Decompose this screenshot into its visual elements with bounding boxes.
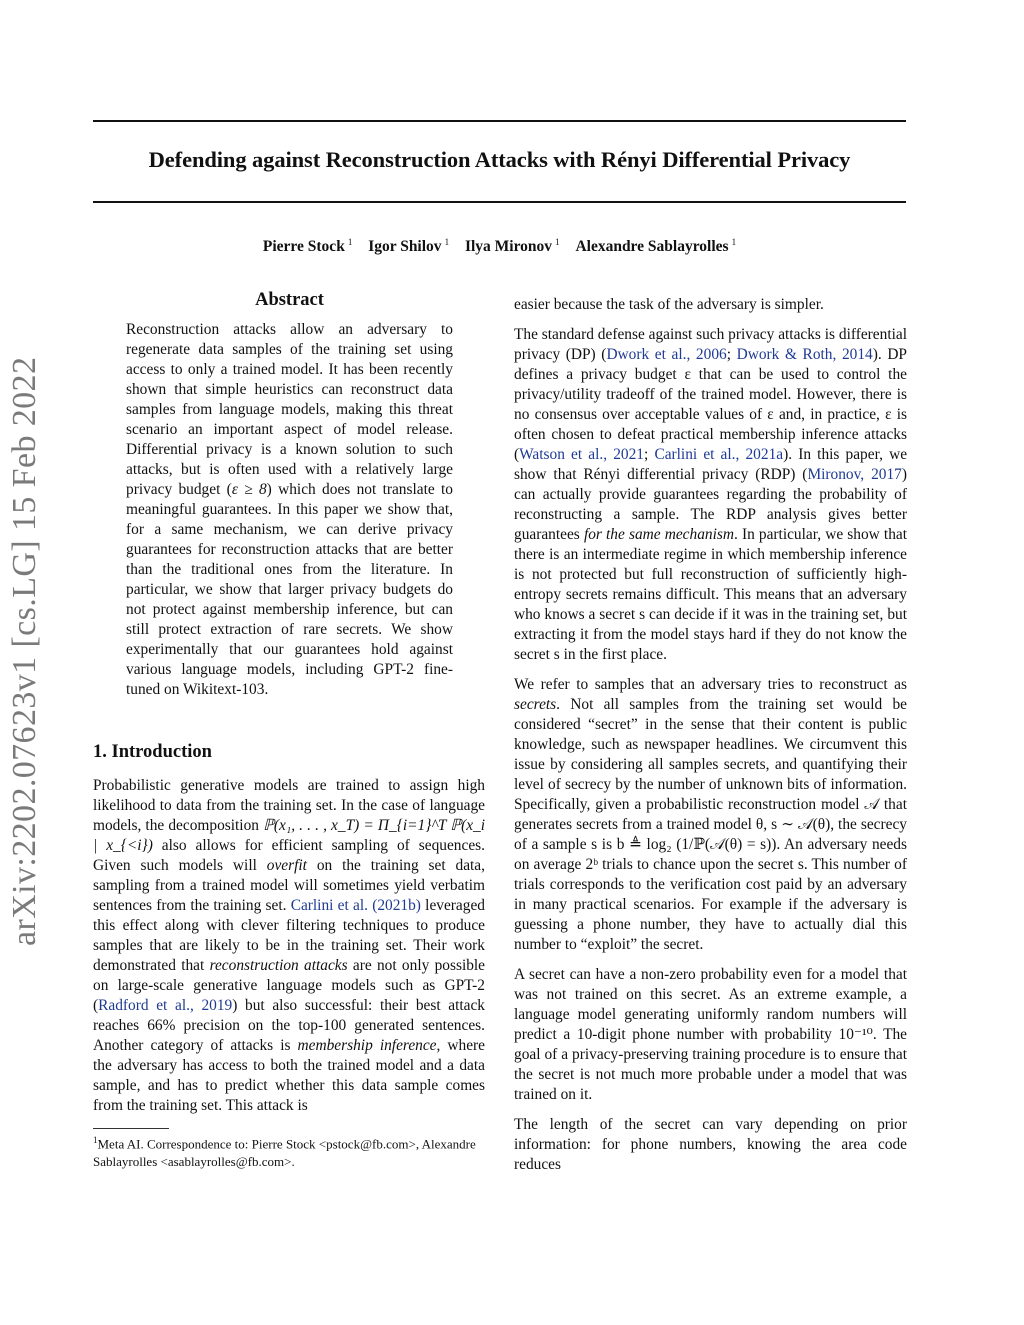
citation-link[interactable]: Dwork & Roth, 2014 bbox=[736, 346, 873, 363]
citation-link[interactable]: Watson et al., 2021 bbox=[519, 446, 645, 463]
citation-link[interactable]: Carlini et al. (2021b) bbox=[290, 897, 421, 914]
top-rule bbox=[93, 120, 906, 122]
section-heading: 1. Introduction bbox=[93, 742, 212, 762]
footnote: $^1$Meta AI. Correspondence to: Pierre Stock <pstock@fb.com>, Alexandre Sablayrolles <asablayrolles@fb.com>. bbox=[93, 1135, 476, 1170]
author: Ilya Mironov $^1$ bbox=[464, 237, 560, 256]
abstract-section bbox=[126, 290, 453, 710]
paragraph: A secret can have a non-zero probability even for a model that was not trained on this secret. As an extreme example, a language model generating uniformly random numbers will predict a 10-digit phone number with probability 10⁻¹⁰. The goal of a privacy-preserving training procedure is to ensure that the secret is not much more probable under a model that was trained on it. bbox=[514, 966, 907, 1103]
paragraph: Probabilistic generative models are trained to assign high likelihood to data from the training set. In the case of language models, the decomposition ℙ(x₁, . . . , x_T) = Π_{i=1}^T ℙ(x_i | x_{<i}) also allows for efficient sampling of sequences. Given such models will overfit on the training set data, sampling from a trained model will sometimes yield verbatim sentences from the training set. Carlini et al. (2021b) leveraged this effect along with clever filtering techniques to produce samples that are likely to be in the training set. Their work demonstrated that reconstruction attacks are not only possible on large-scale generative language models such as GPT-2 (Radford et al., 2019) but also successful: their best attack reaches 66% precision on the top-100 generated sentences. Another category of attacks is membership inference, where the adversary has access to both the trained model and a data sample, and has to predict whether this data sample comes from the training set. This attack is bbox=[93, 777, 486, 1114]
paper-title: Defending against Reconstruction Attacks with Rényi Differential Privacy bbox=[148, 147, 851, 172]
arxiv-identifier: arXiv:2202.07623v1 [cs.LG] 15 Feb 2022 bbox=[6, 356, 43, 946]
citation-link[interactable]: Dwork et al., 2006 bbox=[606, 346, 727, 363]
footnote-rule bbox=[93, 1128, 169, 1129]
author-list bbox=[93, 237, 906, 256]
introduction-section bbox=[93, 742, 485, 1126]
citation-link[interactable]: Mironov, 2017 bbox=[807, 466, 902, 483]
author: Igor Shilov $^1$ bbox=[368, 237, 450, 256]
abstract-heading: Abstract bbox=[255, 290, 324, 310]
citation-link[interactable]: Radford et al., 2019 bbox=[98, 997, 233, 1014]
author: Alexandre Sablayrolles $^1$ bbox=[575, 237, 737, 256]
author: Pierre Stock $^1$ bbox=[262, 237, 353, 256]
paragraph: The standard defense against such privacy attacks is differential privacy (DP) (Dwork et al., 2006; Dwork & Roth, 2014). DP defines a privacy budget ε that can be used to control the privacy/utility tradeoff of the trained model. However, there is no consensus over acceptable values of ε and, in practice, ε is often chosen to defeat practical membership inference attacks (Watson et al., 2021; Carlini et al., 2021a). In this paper, we show that Rényi differential privacy (RDP) (Mironov, 2017) can actually provide guarantees regarding the probability of reconstructing a sample. The RDP analysis gives better guarantees for the same mechanism. In particular, we show that there is an intermediate regime in which membership inference is not protected but full reconstruction of sufficiently high-entropy secrets remains difficult. This means that an adversary who knows a secret s can decide if it was in the training set, but extracting it from the model stays hard if they do not know the secret s in the first place. bbox=[514, 326, 908, 663]
citation-link[interactable]: Carlini et al., 2021a bbox=[654, 446, 784, 463]
abstract-text: Reconstruction attacks allow an adversary to regenerate data samples of the training set using access to only a trained model. It has been recently shown that simple heuristics can reconstruct data samples from language models, making this threat scenario an important aspect of model release. Differential privacy is a known solution to such attacks, but is often used with a relatively large privacy budget (ε ≥ 8) which does not translate to meaningful guarantees. In this paper we show that, for a same mechanism, we can derive privacy guarantees for reconstruction attacks that are better than the traditional ones from the literature. In particular, we show that larger privacy budgets do not protect against membership inference, but can still protect extraction of rare secrets. We show experimentally that our guarantees hold against various language models, including GPT-2 fine-tuned on Wikitext-103. bbox=[126, 321, 453, 698]
paragraph: We refer to samples that an adversary tries to reconstruct as secrets. Not all samples from the training set would be considered “secret” in the sense that their content is public knowledge, such as newspaper headlines. We circumvent this issue by considering all samples secrets, and quantifying their level of secrecy by the number of unknown bits of information. Specifically, given a probabilistic reconstruction model 𝒜 that generates secrets from a trained model θ, s ∼ 𝒜(θ), the secrecy of a sample s is b ≜ log₂ (1/ℙ(𝒜(θ) = s)). An adversary needs on average 2ᵇ trials to chance upon the secret s. This number of trials corresponds to the verification cost paid by an adversary in many practical scenarios. For example if the adversary is guessing a phone number, they have to actually dial this number to “exploit” the secret. bbox=[514, 676, 907, 953]
paragraph: The length of the secret can vary depending on prior information: for phone numbers, knowing the area code reduces bbox=[514, 1116, 907, 1173]
right-column bbox=[514, 295, 907, 1185]
paragraph: easier because the task of the adversary is simpler. bbox=[514, 296, 824, 313]
title-bottom-rule bbox=[93, 201, 906, 203]
